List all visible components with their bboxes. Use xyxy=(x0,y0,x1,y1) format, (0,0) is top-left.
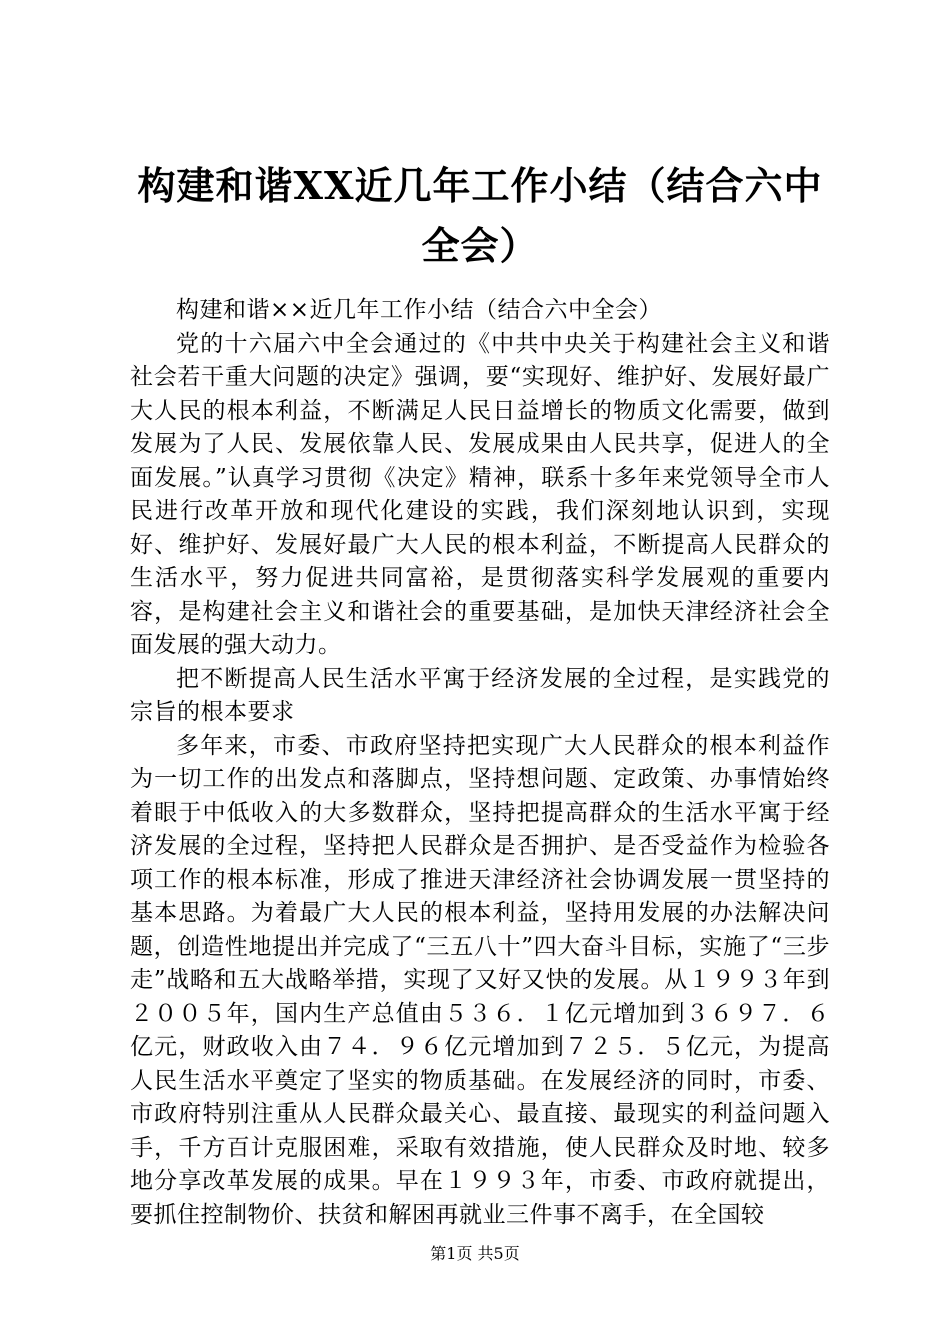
page-number-footer: 第1页 共5页 xyxy=(430,1244,520,1263)
document-body xyxy=(130,294,830,1232)
body-paragraph: 把不断提高人民生活水平寓于经济发展的全过程，是实践党的宗旨的根本要求 xyxy=(130,665,830,725)
document-title: 构建和谐XX近几年工作小结（结合六中全会） xyxy=(137,163,823,268)
body-paragraph: 多年来，市委、市政府坚持把实现广大人民群众的根本利益作为一切工作的出发点和落脚点，坚持想问题、定政策、办事情始终着眼于中低收入的大多数群众，坚持把提高群众的生活水平寓于经济发展的全过程，坚持把人民群众是否拥护、是否受益作为检验各项工作的根本标准，形成了推进天津经济社会协调发展一贯坚持的基本思路。为着最广大人民的根本利益，坚持用发展的办法解决问题，创造性地提出并完成了“三五八十”四大奋斗目标，实施了“三步走”战略和五大战略举措，实现了又好又快的发展。从１９９３年到２００５年，国内生产总值由５３６．１亿元增加到３６９７．６亿元，财政收入由７４．９６亿元增加到７２５．５亿元，为提高人民生活水平奠定了坚实的物质基础。在发展经济的同时，市委、市政府特别注重从人民群众最关心、最直接、最现实的利益问题入手，千方百计克服困难，采取有效措施，使人民群众及时地、较多地分享改革发展的成果。早在１９９３年，市委、市政府就提出，要抓住控制物价、扶贫和解困再就业三件事不离手，在全国较 xyxy=(130,732,830,1228)
body-paragraph: 构建和谐××近几年工作小结（结合六中全会） xyxy=(176,297,663,323)
body-paragraph: 党的十六届六中全会通过的《中共中央关于构建社会主义和谐社会若干重大问题的决定》强调，要“实现好、维护好、发展好最广大人民的根本利益，不断满足人民日益增长的物质文化需要，做到发展为了人民、发展依靠人民、发展成果由人民共享，促进人的全面发展。”认真学习贯彻《决定》精神，联系十多年来党领导全市人民进行改革开放和现代化建设的实践，我们深刻地认识到，实现好、维护好、发展好最广大人民的根本利益，不断提高人民群众的生活水平，努力促进共同富裕，是贯彻落实科学发展观的重要内容，是构建社会主义和谐社会的重要基础，是加快天津经济社会全面发展的强大动力。 xyxy=(130,330,830,658)
